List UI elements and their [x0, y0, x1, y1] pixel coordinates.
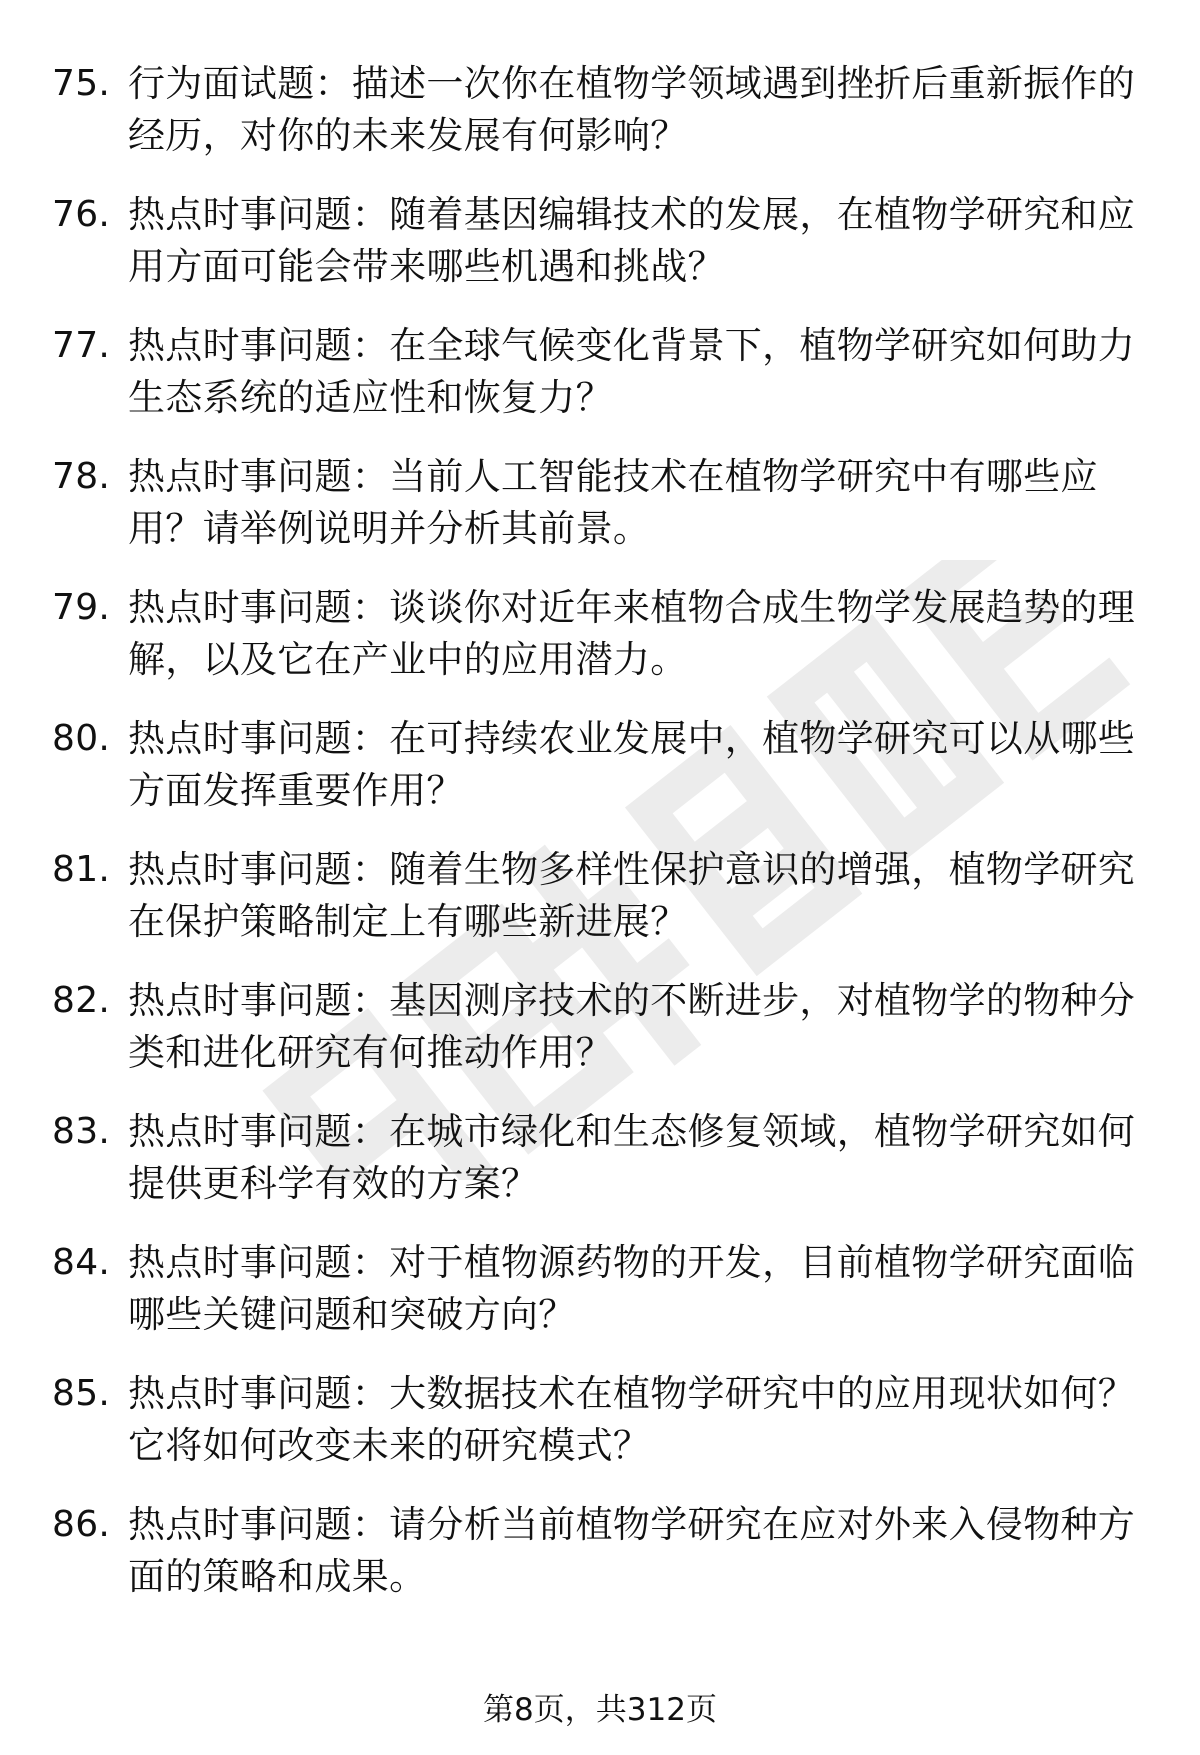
question-number: 78.	[52, 456, 111, 497]
question-number: 80.	[52, 718, 111, 759]
question-text: 热点时事问题：大数据技术在植物学研究中的应用现状如何？它将如何改变未来的研究模式？	[128, 1372, 1136, 1467]
question-number: 79.	[52, 587, 111, 628]
question-number: 86.	[52, 1504, 111, 1545]
question-text: 热点时事问题：在城市绿化和生态修复领域，植物学研究如何提供更科学有效的方案？	[128, 1110, 1136, 1205]
question-item	[52, 1237, 1152, 1341]
question-number: 82.	[52, 980, 111, 1021]
question-text: 行为面试题：描述一次你在植物学领域遇到挫折后重新振作的经历，对你的未来发展有何影响？	[128, 62, 1136, 157]
question-item	[52, 1499, 1152, 1603]
question-item	[52, 975, 1152, 1079]
question-text: 热点时事问题：随着生物多样性保护意识的增强，植物学研究在保护策略制定上有哪些新进展？	[128, 848, 1136, 943]
page-footer	[0, 1684, 1200, 1729]
question-item	[52, 1106, 1152, 1210]
question-text: 热点时事问题：基因测序技术的不断进步，对植物学的物种分类和进化研究有何推动作用？	[128, 979, 1136, 1074]
question-item	[52, 320, 1152, 424]
page-number-label: 第8页，共312页	[483, 1692, 717, 1728]
question-number: 81.	[52, 849, 111, 890]
question-list	[52, 58, 1152, 1630]
question-item	[52, 1368, 1152, 1472]
question-item	[52, 713, 1152, 817]
question-text: 热点时事问题：当前人工智能技术在植物学研究中有哪些应用？请举例说明并分析其前景。	[128, 455, 1098, 550]
question-item	[52, 844, 1152, 948]
question-number: 75.	[52, 63, 111, 104]
question-item	[52, 451, 1152, 555]
question-number: 85.	[52, 1373, 111, 1414]
question-text: 热点时事问题：在可持续农业发展中，植物学研究可以从哪些方面发挥重要作用？	[128, 717, 1136, 812]
question-text: 热点时事问题：请分析当前植物学研究在应对外来入侵物种方面的策略和成果。	[128, 1503, 1136, 1598]
question-number: 83.	[52, 1111, 111, 1152]
question-item	[52, 582, 1152, 686]
question-number: 77.	[52, 325, 111, 366]
question-text: 热点时事问题：谈谈你对近年来植物合成生物学发展趋势的理解，以及它在产业中的应用潜力。	[128, 586, 1136, 681]
question-number: 84.	[52, 1242, 111, 1283]
question-item	[52, 189, 1152, 293]
question-text: 热点时事问题：在全球气候变化背景下，植物学研究如何助力生态系统的适应性和恢复力？	[128, 324, 1136, 419]
question-number: 76.	[52, 194, 111, 235]
question-text: 热点时事问题：对于植物源药物的开发，目前植物学研究面临哪些关键问题和突破方向？	[128, 1241, 1136, 1336]
question-text: 热点时事问题：随着基因编辑技术的发展，在植物学研究和应用方面可能会带来哪些机遇和挑战？	[128, 193, 1136, 288]
question-item	[52, 58, 1152, 162]
